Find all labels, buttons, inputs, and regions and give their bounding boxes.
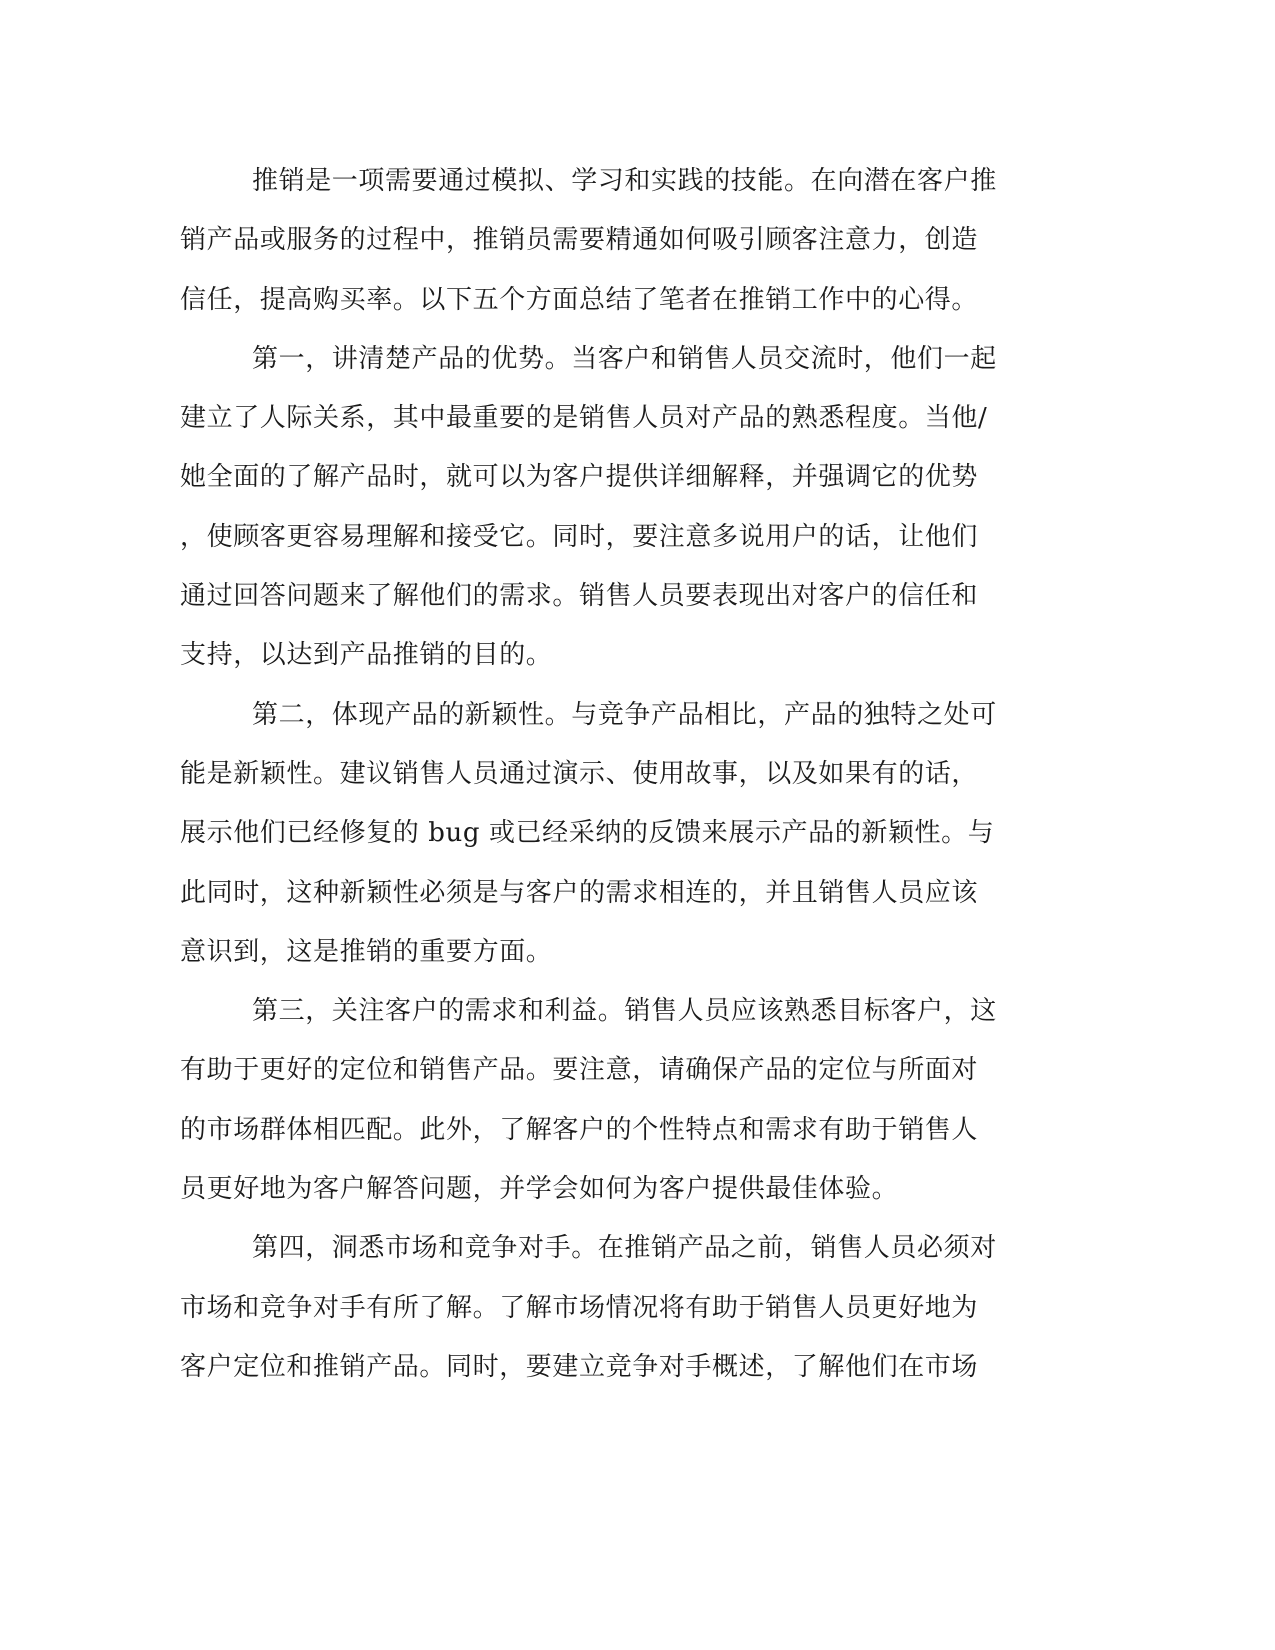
document-body: [180, 158, 1040, 1403]
text-line: 建立了人际关系，其中最重要的是销售人员对产品的熟悉程度。当他/: [180, 403, 988, 434]
text-line: 第四，洞悉市场和竞争对手。在推销产品之前，销售人员必须对: [252, 1233, 997, 1264]
text-line: 此同时，这种新颖性必须是与客户的需求相连的，并且销售人员应该: [180, 877, 979, 908]
text-line: 有助于更好的定位和销售产品。要注意，请确保产品的定位与所面对: [180, 1055, 979, 1086]
text-line: 意识到，这是推销的重要方面。: [180, 936, 553, 967]
text-line: 销产品或服务的过程中，推销员需要精通如何吸引顾客注意力，创造: [180, 225, 979, 256]
text-line: ，使顾客更容易理解和接受它。同时，要注意多说用户的话，让他们: [180, 521, 979, 552]
text-line: 她全面的了解产品时，就可以为客户提供详细解释，并强调它的优势: [180, 462, 979, 493]
text-line: 支持，以达到产品推销的目的。: [180, 640, 553, 671]
text-line: 能是新颖性。建议销售人员通过演示、使用故事，以及如果有的话，: [180, 758, 979, 789]
text-line: 员更好地为客户解答问题，并学会如何为客户提供最佳体验。: [180, 1174, 899, 1205]
text-line: 信任，提高购买率。以下五个方面总结了笔者在推销工作中的心得。: [180, 284, 979, 315]
text-line: 第一，讲清楚产品的优势。当客户和销售人员交流时，他们一起: [252, 343, 997, 374]
text-line: 展示他们已经修复的 bug 或已经采纳的反馈来展示产品的新颖性。与: [180, 818, 995, 849]
text-line: 第三，关注客户的需求和利益。销售人员应该熟悉目标客户，这: [252, 996, 997, 1027]
text-line: 推销是一项需要通过模拟、学习和实践的技能。在向潜在客户推: [252, 166, 997, 196]
text-line: 客户定位和推销产品。同时，要建立竞争对手概述，了解他们在市场: [180, 1351, 979, 1382]
text-line: 通过回答问题来了解他们的需求。销售人员要表现出对客户的信任和: [180, 581, 979, 612]
text-line: 的市场群体相匹配。此外，了解客户的个性特点和需求有助于销售人: [180, 1114, 979, 1145]
text-line: 市场和竞争对手有所了解。了解市场情况将有助于销售人员更好地为: [180, 1292, 979, 1323]
text-line: 第二，体现产品的新颖性。与竞争产品相比，产品的独特之处可: [252, 699, 997, 730]
